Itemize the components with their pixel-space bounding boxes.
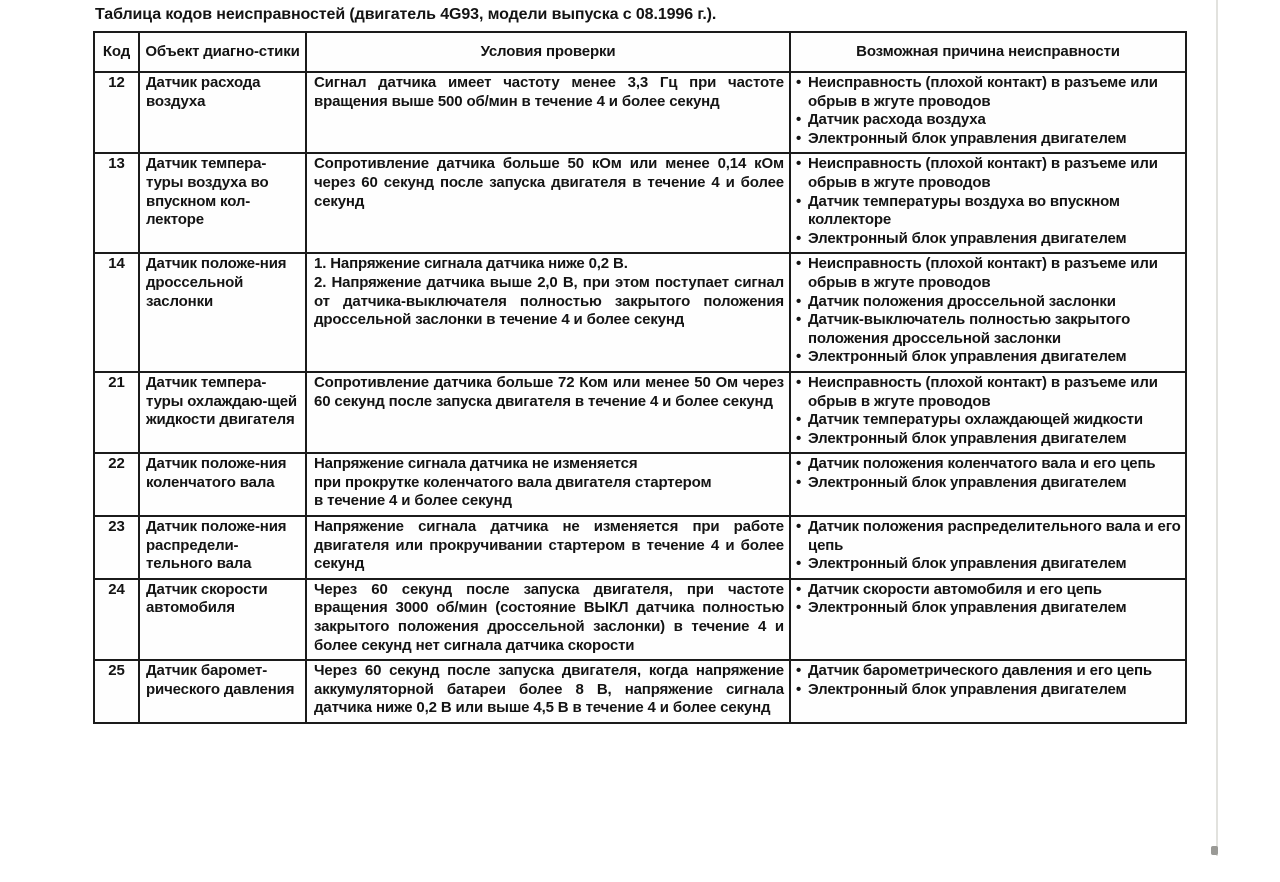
page-title: Таблица кодов неисправностей (двигатель 4G93, модели выпуска с 08.1996 г.). bbox=[95, 6, 717, 23]
cause-item: • Датчик барометрического давления и его цепь bbox=[795, 662, 1182, 681]
conditions-cell bbox=[306, 660, 790, 723]
cause-item: • Электронный блок управления двигателем bbox=[795, 599, 1182, 618]
conditions-cell bbox=[306, 153, 790, 253]
condition-paragraph: Сопротивление датчика больше 50 кОм или менее 0,14 кОм через 60 секунд после запуска двигателя в течение 4 и более секунд bbox=[314, 155, 784, 210]
table-row bbox=[94, 372, 1186, 453]
condition-paragraph: Сигнал датчика имеет частоту менее 3,3 Гц при частоте вращения выше 500 об/мин в течение 4 и более секунд bbox=[314, 74, 784, 110]
condition-paragraph: Сопротивление датчика больше 72 Ком или менее 50 Ом через 60 секунд после запуска двигателя в течение 4 и более секунд bbox=[314, 373, 784, 410]
conditions-cell bbox=[306, 453, 790, 516]
condition-paragraph: 2. Напряжение датчика выше 2,0 В, при этом поступает сигнал от датчика-выключателя полностью закрытого положения дроссельной заслонки в течение 4 и более секунд bbox=[314, 273, 784, 329]
condition-paragraph: Через 60 секунд после запуска двигателя, когда напряжение аккумуляторной батареи более 8 В, напряжение сигнала датчика ниже 0,2 В или выше 4,5 В в течение 4 и более секунд bbox=[314, 662, 784, 717]
causes-cell bbox=[790, 253, 1186, 372]
object-cell: Датчик положе-ния распредели-тельного вала bbox=[139, 516, 306, 579]
cause-item: • Датчик температуры охлаждающей жидкости bbox=[795, 411, 1182, 430]
table-row bbox=[94, 660, 1186, 723]
table-row bbox=[94, 516, 1186, 579]
condition-paragraph: Напряжение сигнала датчика не изменяется bbox=[314, 455, 638, 473]
conditions-cell bbox=[306, 72, 790, 153]
table-row bbox=[94, 153, 1186, 253]
causes-list bbox=[795, 374, 1182, 448]
causes-cell bbox=[790, 579, 1186, 660]
cause-item: • Неисправность (плохой контакт) в разъеме или обрыв в жгуте проводов bbox=[795, 255, 1182, 292]
causes-list bbox=[795, 662, 1182, 699]
condition-paragraph: в течение 4 и более секунд bbox=[314, 492, 512, 510]
object-cell: Датчик баромет-рического давления bbox=[139, 660, 306, 723]
header-conditions: Условия проверки bbox=[306, 32, 790, 72]
code-cell: 14 bbox=[94, 253, 139, 372]
causes-cell bbox=[790, 72, 1186, 153]
causes-list bbox=[795, 455, 1182, 492]
table-body bbox=[94, 72, 1186, 723]
causes-cell bbox=[790, 516, 1186, 579]
table-row bbox=[94, 579, 1186, 660]
cause-item: • Неисправность (плохой контакт) в разъеме или обрыв в жгуте проводов bbox=[795, 74, 1182, 111]
cause-item: • Датчик расхода воздуха bbox=[795, 111, 1182, 130]
object-cell: Датчик темпера-туры воздуха во впускном кол-лекторе bbox=[139, 153, 306, 253]
cause-item: • Электронный блок управления двигателем bbox=[795, 230, 1182, 249]
object-cell: Датчик положе-ния коленчатого вала bbox=[139, 453, 306, 516]
condition-paragraph: при прокрутке коленчатого вала двигателя стартером bbox=[314, 473, 712, 491]
causes-cell bbox=[790, 453, 1186, 516]
object-cell: Датчик скорости автомобиля bbox=[139, 579, 306, 660]
causes-list bbox=[795, 518, 1182, 574]
condition-paragraph: 1. Напряжение сигнала датчика ниже 0,2 В. bbox=[314, 255, 628, 273]
code-cell: 25 bbox=[94, 660, 139, 723]
table-row bbox=[94, 72, 1186, 153]
causes-list bbox=[795, 155, 1182, 248]
cause-item: • Датчик положения дроссельной заслонки bbox=[795, 293, 1182, 312]
scan-speck-artifact bbox=[1211, 846, 1218, 855]
table-row bbox=[94, 253, 1186, 372]
code-cell: 22 bbox=[94, 453, 139, 516]
conditions-cell bbox=[306, 579, 790, 660]
cause-item: • Датчик положения коленчатого вала и его цепь bbox=[795, 455, 1182, 474]
causes-list bbox=[795, 255, 1182, 367]
cause-item: • Неисправность (плохой контакт) в разъеме или обрыв в жгуте проводов bbox=[795, 155, 1182, 192]
causes-list bbox=[795, 74, 1182, 148]
document-page bbox=[93, 6, 1193, 724]
object-cell: Датчик темпера-туры охлаждаю-щей жидкости двигателя bbox=[139, 372, 306, 453]
cause-item: • Электронный блок управления двигателем bbox=[795, 348, 1182, 367]
condition-paragraph: Через 60 секунд после запуска двигателя, при частоте вращения 3000 об/мин (состояние ВЫКЛ датчика полностью закрытого положения дроссельной заслонки) в течение 4 и более секунд нет сигнала датчика скорости bbox=[314, 580, 784, 654]
fault-code-table bbox=[93, 31, 1187, 724]
code-cell: 13 bbox=[94, 153, 139, 253]
causes-cell bbox=[790, 153, 1186, 253]
causes-list bbox=[795, 581, 1182, 618]
cause-item: • Электронный блок управления двигателем bbox=[795, 430, 1182, 449]
conditions-cell bbox=[306, 516, 790, 579]
condition-paragraph: Напряжение сигнала датчика не изменяется при работе двигателя или прокручивании стартером в течение 4 и более секунд bbox=[314, 518, 784, 573]
object-cell: Датчик положе-ния дроссельной заслонки bbox=[139, 253, 306, 372]
causes-cell bbox=[790, 660, 1186, 723]
causes-cell bbox=[790, 372, 1186, 453]
object-cell: Датчик расхода воздуха bbox=[139, 72, 306, 153]
cause-item: • Электронный блок управления двигателем bbox=[795, 474, 1182, 493]
cause-item: • Датчик скорости автомобиля и его цепь bbox=[795, 581, 1182, 600]
cause-item: • Электронный блок управления двигателем bbox=[795, 130, 1182, 149]
header-causes: Возможная причина неисправности bbox=[790, 32, 1186, 72]
scan-edge-artifact bbox=[1216, 0, 1218, 856]
code-cell: 23 bbox=[94, 516, 139, 579]
cause-item: • Датчик-выключатель полностью закрытого положения дроссельной заслонки bbox=[795, 311, 1182, 348]
table-row bbox=[94, 453, 1186, 516]
header-object: Объект диагно-стики bbox=[139, 32, 306, 72]
cause-item: • Неисправность (плохой контакт) в разъеме или обрыв в жгуте проводов bbox=[795, 374, 1182, 411]
header-row bbox=[94, 32, 1186, 72]
cause-item: • Электронный блок управления двигателем bbox=[795, 555, 1182, 574]
conditions-cell bbox=[306, 372, 790, 453]
cause-item: • Электронный блок управления двигателем bbox=[795, 681, 1182, 700]
conditions-cell bbox=[306, 253, 790, 372]
code-cell: 12 bbox=[94, 72, 139, 153]
cause-item: • Датчик положения распределительного вала и его цепь bbox=[795, 518, 1182, 555]
code-cell: 24 bbox=[94, 579, 139, 660]
code-cell: 21 bbox=[94, 372, 139, 453]
cause-item: • Датчик температуры воздуха во впускном коллекторе bbox=[795, 193, 1182, 230]
header-code: Код bbox=[94, 32, 139, 72]
